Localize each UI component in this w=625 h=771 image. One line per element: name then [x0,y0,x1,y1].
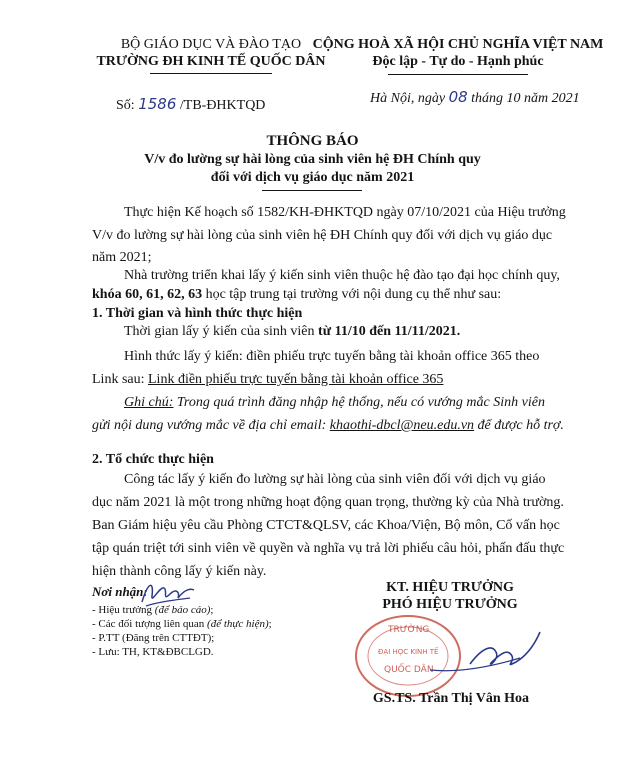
s2-line2: dục năm 2021 là một trong những hoạt động quan trọng, thường kỳ của Nhà trường. [92,495,564,510]
p2-rest: học tập trung tại trường với nội dung cụ thể như sau: [202,287,502,302]
number-prefix: Số: [116,98,135,113]
form-line2 [92,372,443,388]
s2-line5: hiện thành công lấy ý kiến này. [92,564,267,579]
notice-subject-1: V/v đo lường sự hài lòng của sinh viên hệ ĐH Chính quy [144,152,481,167]
p2-line1: Nhà trường triển khai lấy ý kiến sinh viên thuộc hệ đào tạo đại học chính quy, [124,268,560,283]
note-text-2: gửi nội dung vướng mắc về địa chỉ email: [92,418,330,433]
note-line2 [92,418,564,434]
notice-subject-2: đối với dịch vụ giáo dục năm 2021 [210,170,415,185]
time-text: Thời gian lấy ý kiến của sinh viên [124,324,319,339]
p1-line3: năm 2021; [92,250,152,265]
stamp-text-3: QUỐC DÂN [384,665,434,675]
stamp-text-1: TRƯỜNG [388,625,430,635]
place-date [370,88,580,107]
signature-title-2: PHÓ HIỆU TRƯỞNG [382,597,518,612]
p2-bold: khóa 60, 61, 62, 63 [92,287,203,302]
time-line [124,324,460,340]
survey-link[interactable]: Link điền phiếu trực tuyến bằng tài khoản office 365 [148,372,444,387]
notice-title: THÔNG BÁO [266,133,359,149]
recipient-item: - Hiệu trưởng (để báo cáo); [92,604,214,616]
day-handwritten: 08 [448,88,468,106]
signature-handwritten [400,618,550,688]
motto: Độc lập - Tự do - Hạnh phúc [372,54,544,69]
support-email-link[interactable]: khaothi-dbcl@neu.edu.vn [329,418,475,433]
recipient-item: - Lưu: TH, KT&ĐBCLGD. [92,646,214,658]
signature-title-1: KT. HIỆU TRƯỞNG [386,580,514,595]
recipient-item: - P.TT (Đăng trên CTTĐT); [92,632,215,644]
time-bold: từ 11/10 đến 11/11/2021. [318,324,461,339]
ministry-name: BỘ GIÁO DỤC VÀ ĐÀO TẠO [120,37,302,52]
recipients-list [92,603,272,659]
s2-line1: Công tác lấy ý kiến đo lường sự hài lòng của sinh viên đối với dịch vụ giáo [124,472,546,487]
s2-line3: Ban Giám hiệu yêu cầu Phòng CTCT&QLSV, các Khoa/Viện, Bộ môn, Cố vấn học [92,518,560,533]
signer-name: GS.TS. Trần Thị Vân Hoa [372,691,530,706]
recipient-item: - Các đối tượng liên quan (để thực hiện); [92,618,272,630]
stamp-text-2: ĐẠI HỌC KINH TẾ [378,648,439,656]
document-number [116,95,265,114]
form-link-prefix: Link sau: [92,372,148,387]
recipients-label: Nơi nhận: [92,584,148,599]
p1-line1: Thực hiện Kế hoạch số 1582/KH-ĐHKTQD ngày 07/10/2021 của Hiệu trưởng [124,205,566,220]
form-line1: Hình thức lấy ý kiến: điền phiếu trực tuyến bằng tài khoản office 365 theo [124,349,540,364]
note-text-3: để được hỗ trợ. [474,418,564,433]
number-suffix: /TB-ĐHKTQD [179,98,266,113]
number-handwritten: 1586 [138,95,177,113]
p2-line2 [92,287,501,303]
note-text-1: Trong quá trình đăng nhập hệ thống, nếu có vướng mắc Sinh viên [173,395,545,410]
university-underline [150,73,272,74]
subject-underline [262,190,362,191]
place-date-suffix: tháng 10 năm 2021 [471,91,580,106]
section1-heading: 1. Thời gian và hình thức thực hiện [92,306,303,321]
s2-line4: tập quán triệt tới sinh viên về quyền và nghĩa vụ trả lời phiếu câu hỏi, phấn đấu thực [92,541,565,556]
p1-line2: V/v đo lường sự hài lòng của sinh viên hệ ĐH Chính quy đối với dịch vụ giáo dục [92,228,553,243]
motto-underline [388,74,528,75]
note-label: Ghi chú: [124,395,174,410]
note-line1 [124,395,545,411]
republic-name: CỘNG HOÀ XÃ HỘI CHỦ NGHĨA VIỆT NAM [312,37,604,52]
university-name: TRƯỜNG ĐH KINH TẾ QUỐC DÂN [96,54,326,69]
section2-heading: 2. Tổ chức thực hiện [92,452,214,467]
place-date-prefix: Hà Nội, ngày [370,91,446,106]
